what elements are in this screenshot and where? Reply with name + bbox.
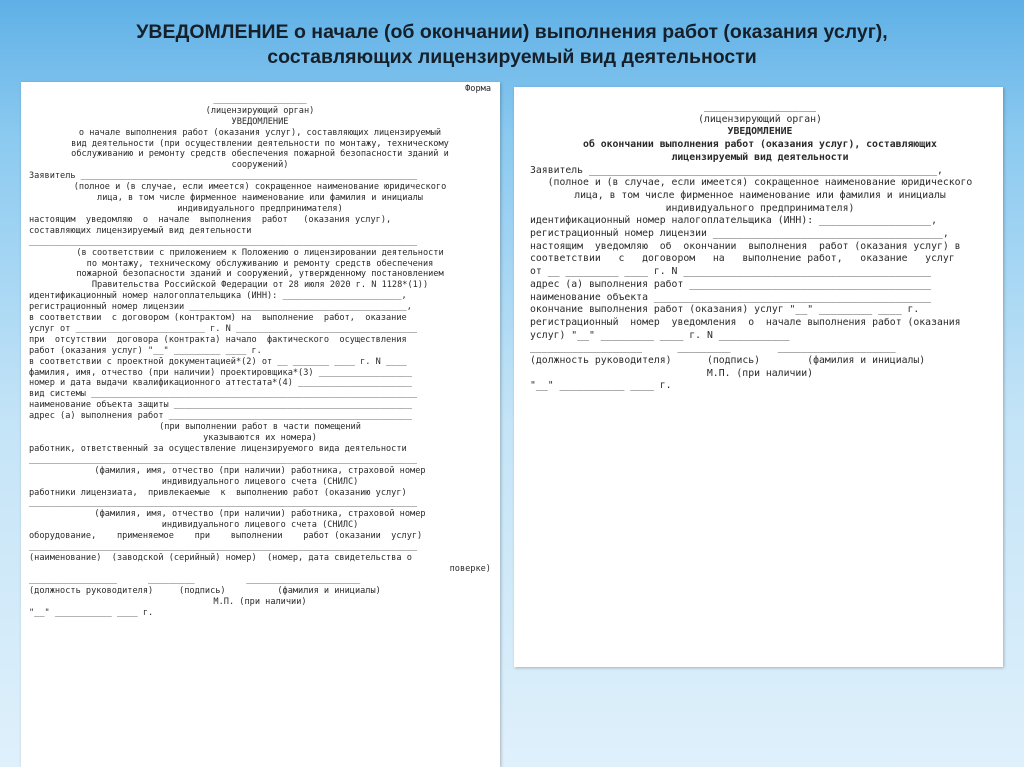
start-notification-date-field: услуг) "__" _________ ____ г. N ____________ <box>530 329 790 341</box>
responsible-employee-label: работник, ответственный за осуществление лицензируемого вида деятельности <box>29 443 407 454</box>
form-label: Форма <box>465 84 491 94</box>
form-text-line: настоящим уведомляю об окончании выполнения работ (оказания услуг) в <box>530 240 961 252</box>
license-number-field: регистрационный номер лицензии _______________________________________, <box>530 228 949 240</box>
work-address-field: адрес (а) выполнения работ _________________________________________ <box>530 278 932 290</box>
form-text-line: соответствии с договором на выполнение работ, оказание услуг <box>530 253 955 265</box>
applicant-caption: лица, в том числе фирменное наименование или фамилия и инициалы <box>97 193 423 204</box>
notification-subject: обслуживанию и ремонту средств обеспечения пожарной безопасности зданий и <box>71 149 449 160</box>
work-address-caption: указываются их номера) <box>203 433 317 443</box>
system-type-field: вид системы _______________________________________________________________ <box>29 389 418 400</box>
work-address-caption: (при выполнении работ в части помещений <box>159 422 361 433</box>
responsible-employee-caption: индивидуального лицевого счета (СНИЛС) <box>161 476 359 487</box>
applicant-field: Заявитель _________________________________________________________________ <box>29 171 418 182</box>
start-notification-form-text <box>29 84 491 618</box>
signature-blanks: ___________________ _________ ____________________ <box>530 342 896 354</box>
notification-subject: сооружений) <box>231 160 289 171</box>
start-notification-form <box>21 82 500 767</box>
applicant-field: Заявитель ___________________________________________________________, <box>530 164 943 176</box>
end-notification-form-text <box>530 101 990 393</box>
equipment-caption: (наименование) (заводской (серийный) номер) (номер, дата свидетельства о <box>29 552 412 563</box>
signature-captions: (должность руководителя) (подпись) (фамилия и инициалы) <box>530 355 926 367</box>
activity-type-caption: Правительства Российской Федерации от 28 июля 2020 г. N 1128*(1)) <box>91 280 429 291</box>
qualification-certificate-field: номер и дата выдачи квалификационного аттестата*(4) ______________________ <box>29 378 412 389</box>
form-text-line: настоящим уведомляю о начале выполнения работ (оказания услуг), <box>29 214 392 225</box>
protected-object-field: наименование объекта защиты ______________________________________________ <box>29 400 412 411</box>
applicant-caption: индивидуального предпринимателя) <box>177 203 343 214</box>
seal-note: М.П. (при наличии) <box>706 367 814 379</box>
end-notification-form <box>514 87 1003 667</box>
signature-captions: (должность руководителя) (подпись) (фамилия и инициалы) <box>29 585 381 596</box>
date-field: "__" ___________ ____ г. <box>530 380 672 392</box>
applicant-caption: индивидуального предпринимателя) <box>665 202 855 214</box>
activity-type-caption: пожарной безопасности зданий и сооружений, утвержденному постановлением <box>76 269 444 280</box>
contract-field: в соответствии с договором (контрактом) на выполнение работ, оказание <box>29 313 407 324</box>
applicant-caption: лица, в том числе фирменное наименование или фамилия и инициалы <box>574 189 946 201</box>
notification-heading: УВЕДОМЛЕНИЕ <box>727 126 793 138</box>
designer-name-field: фамилия, имя, отчество (при наличии) проектировщика*(3) __________________ <box>29 367 412 378</box>
slide-title-line2: составляющих лицензируемый вид деятельности <box>267 46 757 68</box>
slide-title-line1: УВЕДОМЛЕНИЕ о начале (об окончании) выполнения работ (оказания услуг), <box>136 21 888 43</box>
licensee-employees-caption: индивидуального лицевого счета (СНИЛС) <box>161 520 359 531</box>
form-text-line: составляющих лицензируемый вид деятельности <box>29 225 252 236</box>
seal-note: М.П. (при наличии) <box>213 596 307 607</box>
licensing-authority-caption: (лицензирующий орган) <box>698 113 822 125</box>
project-docs-field: в соответствии с проектной документацией*(2) от __ _______ ____ г. N ____ <box>29 356 407 367</box>
activity-type-caption: по монтажу, техническому обслуживанию и ремонту средств обеспечения <box>86 258 434 269</box>
start-notification-number-field: регистрационный номер уведомления о начале выполнения работ (оказания <box>530 316 961 328</box>
inn-field: идентификационный номер налогоплательщика (ИНН): ___________________, <box>530 215 937 227</box>
work-end-date-field: окончание выполнения работ (оказания) услуг "__" _________ ____ г. <box>530 304 920 316</box>
no-contract-field: при отсутствии договора (контракта) начало фактического осуществления <box>29 334 407 345</box>
contract-date-field: от __ _________ ____ г. N __________________________________________ <box>530 266 932 278</box>
notification-subject: вид деятельности (при осуществлении деятельности по монтажу, техническому <box>71 138 449 149</box>
inn-field: идентификационный номер налогоплательщика (ИНН): _______________________, <box>29 291 407 302</box>
notification-subject: лицензируемый вид деятельности <box>671 151 849 163</box>
responsible-employee-blank: ___________________________________________________________________________ <box>29 454 418 465</box>
contract-date-field: услуг от _________________________ г. N ___________________________________ <box>29 323 418 334</box>
license-number-field: регистрационный номер лицензии __________________________________________, <box>29 302 412 313</box>
equipment-caption: поверке) <box>449 563 491 574</box>
licensing-authority-caption: (лицензирующий орган) <box>205 105 315 116</box>
equipment-label: оборудование, применяемое при выполнении работ (оказании услуг) <box>29 531 423 542</box>
work-start-date-field: работ (оказания услуг) "__" _________ ____ г. <box>29 345 262 356</box>
equipment-blank: ___________________________________________________________________________ <box>29 542 418 553</box>
signature-blanks: _________________ _________ ______________________ <box>29 574 361 585</box>
activity-type-blank: ___________________________________________________________________________ <box>29 236 418 247</box>
licensee-employees-blank: ___________________________________________________________________________ <box>29 498 418 509</box>
licensing-authority-blank: ___________________ <box>703 101 817 112</box>
applicant-caption: (полное и (в случае, если имеется) сокращенное наименование юридического <box>547 177 973 189</box>
notification-heading: УВЕДОМЛЕНИЕ <box>231 116 289 127</box>
work-address-field: адрес (а) выполнения работ _______________________________________________ <box>29 411 412 422</box>
applicant-caption: (полное и (в случае, если имеется) сокращенное наименование юридического <box>73 182 447 193</box>
responsible-employee-caption: (фамилия, имя, отчество (при наличии) работника, страховой номер <box>94 465 426 476</box>
date-field: "__" ___________ ____ г. <box>29 607 154 618</box>
object-name-field: наименование объекта _______________________________________________ <box>530 291 932 303</box>
licensee-employees-label: работники лицензиата, привлекаемые к выполнению работ (оказанию услуг) <box>29 487 407 498</box>
notification-subject: о начале выполнения работ (оказания услуг), составляющих лицензируемый <box>78 127 442 138</box>
slide-title <box>40 20 984 70</box>
licensing-authority-blank: __________________ <box>213 94 307 105</box>
notification-subject: об окончании выполнения работ (оказания услуг), составляющих <box>583 139 937 151</box>
licensee-employees-caption: (фамилия, имя, отчество (при наличии) работника, страховой номер <box>94 509 426 520</box>
activity-type-caption: (в соответствии с приложением к Положению о лицензировании деятельности <box>76 247 444 258</box>
